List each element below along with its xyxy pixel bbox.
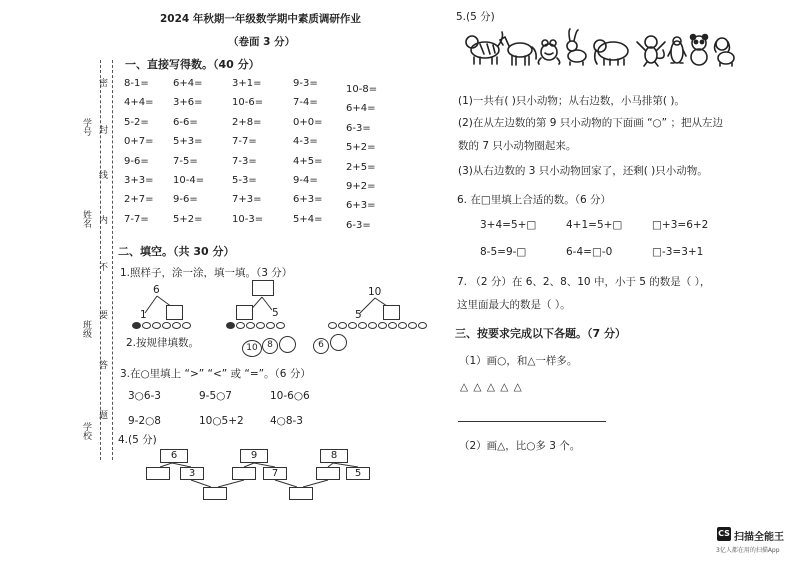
math-problem: 5+2= xyxy=(173,213,203,225)
drawing-line[interactable] xyxy=(458,421,606,422)
page-title: 2024 年秋期一年级数学期中素质调研作业 xyxy=(160,13,361,25)
tree2-right-number: 5 xyxy=(272,307,279,319)
seal-char: 不 xyxy=(97,262,107,271)
math-problem: 5-3= xyxy=(232,175,257,187)
math-problem: 7-4= xyxy=(293,97,318,109)
seal-char: 答 xyxy=(97,360,107,369)
fill-box-equation[interactable]: 3+4=5+□ xyxy=(480,219,537,231)
panda-icon xyxy=(691,35,708,66)
compare-item[interactable]: 10○5+2 xyxy=(199,415,244,427)
math-problem: 5+2= xyxy=(346,142,376,154)
q4-leaf-box: 3 xyxy=(180,467,204,480)
section3-part1: （1）画○，和△一样多。 xyxy=(459,355,578,367)
math-problem: 0+7= xyxy=(124,136,154,148)
math-problem: 6+4= xyxy=(346,103,376,115)
horse-icon xyxy=(500,37,536,65)
math-problem: 9-6= xyxy=(173,194,198,206)
math-problem: 5+4= xyxy=(293,213,323,225)
math-problem: 10-3= xyxy=(232,213,264,225)
compare-item[interactable]: 9-5○7 xyxy=(199,390,232,402)
elephant-icon xyxy=(594,40,628,65)
q5-line: (2)在从左边数的第 9 只小动物的下面画 “○” ；把从左边 xyxy=(458,117,723,129)
math-problem: 6+3= xyxy=(293,194,323,206)
school-label: 学校 xyxy=(81,422,91,440)
section1-heading: 一、直接写得数。（40 分） xyxy=(125,58,260,71)
q4-label: 4.(5 分) xyxy=(118,434,157,446)
math-problem: 6+3= xyxy=(346,200,376,212)
math-problem: 9-4= xyxy=(293,175,318,187)
seal-char: 密 xyxy=(97,78,107,87)
math-problem: 3+3= xyxy=(124,175,154,187)
math-problem: 6-3= xyxy=(346,219,371,231)
math-problem: 9-6= xyxy=(124,155,149,167)
math-problem: 9-3= xyxy=(293,78,318,89)
math-problem: 5-2= xyxy=(124,116,149,128)
math-problem: 6-3= xyxy=(346,122,371,134)
sequence-circle: 6 xyxy=(313,338,329,354)
q6-label: 6. 在□里填上合适的数。（6 分） xyxy=(457,194,612,206)
fill-box-equation[interactable]: □-3=3+1 xyxy=(652,246,704,258)
q7-line1: 7. （2 分）在 6、2、8、10 中，小于 5 的数是（ ）， xyxy=(457,276,711,288)
q4-top-box: 9 xyxy=(240,449,268,463)
seal-char: 封 xyxy=(97,125,107,134)
fill-box-equation[interactable]: 8-5=9-□ xyxy=(480,246,527,258)
tiger-icon xyxy=(466,32,503,64)
section2-heading: 二、填空。（共 30 分） xyxy=(118,245,235,258)
math-problem: 7-5= xyxy=(173,155,198,167)
seal-char: 线 xyxy=(97,170,107,179)
math-problem: 4+5= xyxy=(293,155,323,167)
compare-item[interactable]: 10-6○6 xyxy=(270,390,310,402)
sequence-circle: 10 xyxy=(242,340,262,357)
fill-box-equation[interactable]: 6-4=□-0 xyxy=(566,246,613,258)
seal-char: 内 xyxy=(97,215,107,224)
seal-char: 题 xyxy=(97,410,107,419)
class-label: 班级 xyxy=(81,320,91,338)
q4-top-box: 8 xyxy=(320,449,348,463)
scanner-logo-icon: CS xyxy=(717,527,731,541)
math-problem: 4+4= xyxy=(124,97,154,109)
math-problem: 2+7= xyxy=(124,194,154,206)
q5-line: 数的 7 只小动物圈起来。 xyxy=(458,140,577,152)
math-problem: 7-7= xyxy=(232,136,257,148)
dog-icon xyxy=(715,38,735,66)
math-problem: 7+3= xyxy=(232,194,262,206)
q5-line: (3)从右边数的 3 只小动物回家了，还剩( )只小动物。 xyxy=(458,165,708,177)
math-problem: 6+4= xyxy=(173,78,203,89)
tree3-top-number: 10 xyxy=(368,286,382,298)
section3-heading: 三、按要求完成以下各题。（7 分） xyxy=(455,327,626,340)
seal-char: 要 xyxy=(97,310,107,319)
math-problem: 7-7= xyxy=(124,213,149,225)
q2-label: 2.按规律填数。 xyxy=(126,337,200,349)
math-problem: 3+6= xyxy=(173,97,203,109)
q5-label: 5.(5 分) xyxy=(456,11,495,23)
q5-line: (1)一共有( )只小动物；从右边数，小马排第( )。 xyxy=(458,95,685,107)
math-problem: 8-1= xyxy=(124,78,149,89)
tree1-top-number: 6 xyxy=(153,284,160,296)
penguin-icon xyxy=(668,37,686,63)
math-problem: 10-4= xyxy=(173,175,205,187)
watermark-tagline: 3亿人都在用的扫描App xyxy=(716,547,780,554)
fill-box-equation[interactable]: 4+1=5+□ xyxy=(566,219,623,231)
q3-label: 3.在○里填上 “>” “<” 或 “=”。（6 分） xyxy=(120,368,311,380)
math-problem: 2+8= xyxy=(232,116,262,128)
triangle-row: △ △ △ △ △ xyxy=(460,381,523,393)
math-problem: 10-6= xyxy=(232,97,264,109)
q7-line2: 这里面最大的数是（ ）。 xyxy=(457,299,571,311)
math-problem: 7-3= xyxy=(232,155,257,167)
math-problem: 5+3= xyxy=(173,136,203,148)
tree1-left-number: 1 xyxy=(140,309,147,321)
math-problem: 9+2= xyxy=(346,181,376,193)
q4-leaf-box: 7 xyxy=(263,467,287,480)
q4-top-box: 6 xyxy=(160,449,188,463)
compare-item[interactable]: 4○8-3 xyxy=(270,415,303,427)
frog-icon xyxy=(538,40,559,64)
name-label: 姓名 xyxy=(81,210,91,228)
math-problem: 0+0= xyxy=(293,116,323,128)
math-problem: 6-6= xyxy=(173,116,198,128)
sequence-circle: 8 xyxy=(262,338,278,354)
math-problem: 3+1= xyxy=(232,78,262,89)
fill-box-equation[interactable]: □+3=6+2 xyxy=(652,219,709,231)
page-subtitle: （卷面 3 分） xyxy=(228,36,296,48)
monkey-icon xyxy=(637,36,665,66)
rabbit-icon xyxy=(567,29,586,65)
math-problem: 4-3= xyxy=(293,136,318,148)
watermark-name: 扫描全能王 xyxy=(734,532,784,543)
q1-label: 1.照样子，涂一涂，填一填。（3 分） xyxy=(120,267,293,279)
math-problem: 2+5= xyxy=(346,161,376,173)
math-problem: 10-8= xyxy=(346,84,378,95)
q4-leaf-box: 5 xyxy=(346,467,370,480)
section3-part2: （2）画△，比○多 3 个。 xyxy=(459,440,581,452)
tree3-left-number: 5 xyxy=(355,309,362,321)
compare-item[interactable]: 3○6-3 xyxy=(128,390,161,402)
student-id-label: 学号 xyxy=(81,118,91,136)
compare-item[interactable]: 9-2○8 xyxy=(128,415,161,427)
